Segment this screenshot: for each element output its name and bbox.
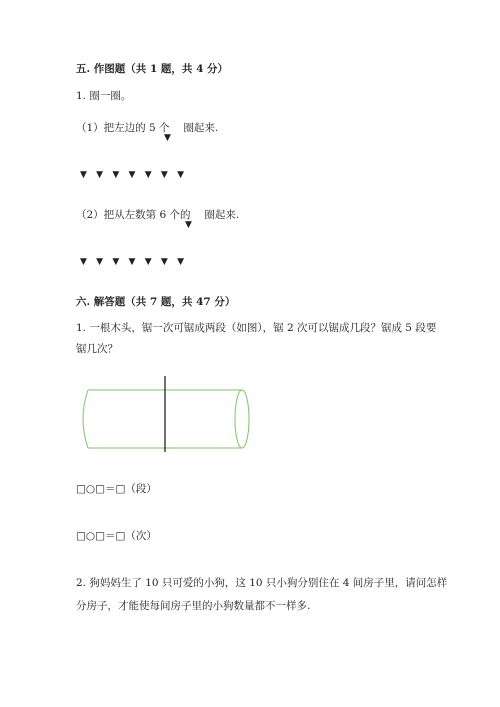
question-2-text-line-2: 分房子，才能使每间房子里的小狗数量都不一样多. — [76, 600, 311, 612]
question-1-text-line-2: 锯几次？ — [76, 343, 118, 355]
question-1-stem: 1. 圈一圈。 — [76, 90, 132, 102]
part-2-triangle-marker: ▼ — [185, 220, 196, 230]
answer-formula-cuts: □○□＝□（次） — [76, 530, 157, 542]
answer-formula-segments: □○□＝□（段） — [76, 483, 157, 495]
log-body-outline — [83, 390, 242, 448]
section-5-heading: 五. 作图题（共 1 题，共 4 分） — [76, 63, 229, 75]
part-1-triangle-row: ▼ ▼ ▼ ▼ ▼ ▼ ▼ — [80, 170, 188, 180]
part-2-triangle-row: ▼ ▼ ▼ ▼ ▼ ▼ ▼ — [80, 257, 188, 267]
part-1-instruction: （1）把左边的 5 个 圈起来. — [76, 122, 219, 134]
log-end-face — [235, 390, 249, 448]
question-2-text-line-1: 2. 狗妈妈生了 10 只可爱的小狗，这 10 只小狗分别住在 4 间房子里，请问怎样 — [76, 577, 448, 589]
wooden-log-diagram — [76, 376, 256, 454]
section-6-heading: 六. 解答题（共 7 题，共 47 分） — [76, 296, 236, 308]
question-1-text-line-1: 1. 一根木头，锯一次可锯成两段（如图），锯 2 次可以锯成几段？锯成 5 段要 — [76, 322, 437, 334]
part-1-triangle-marker: ▼ — [164, 133, 175, 143]
part-2-instruction: （2）把从左数第 6 个的 圈起来. — [76, 209, 240, 221]
